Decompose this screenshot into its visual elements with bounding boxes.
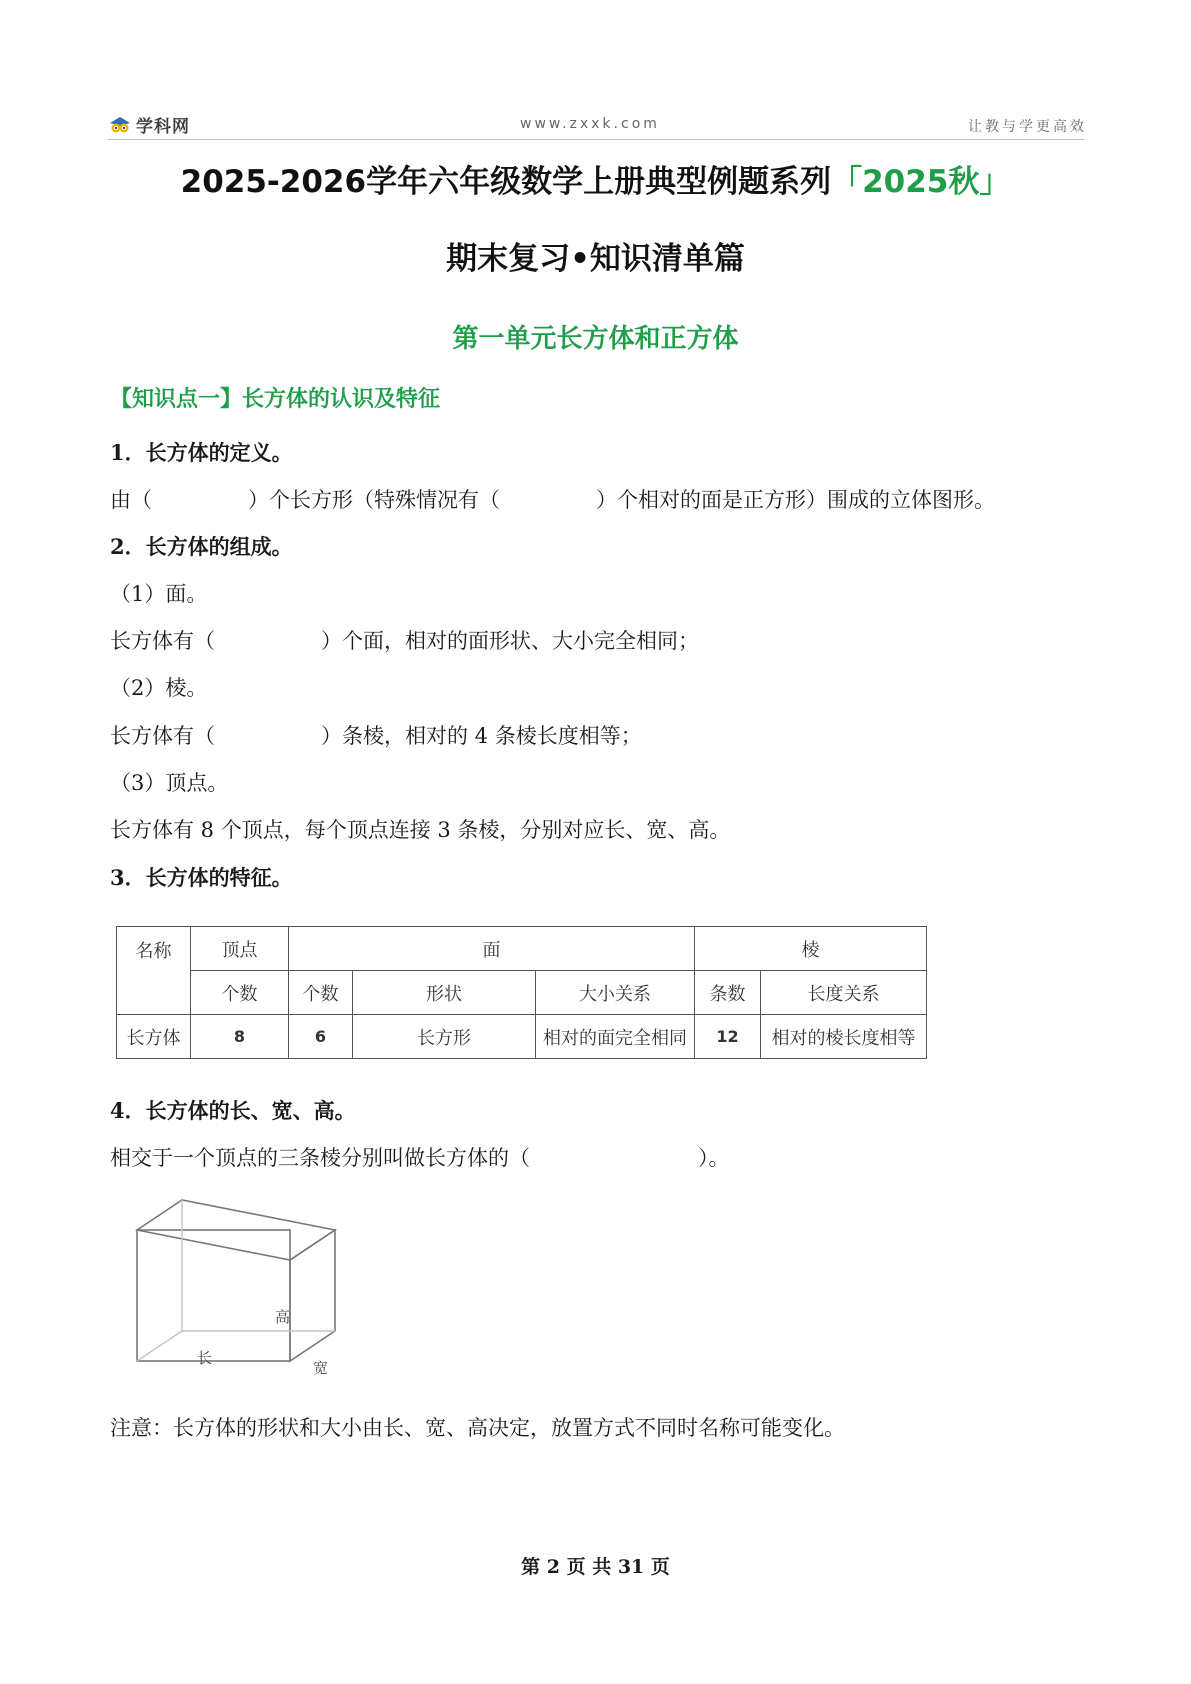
table-header-face: 面 (289, 927, 695, 971)
footer-middle: 页 共 (566, 1556, 612, 1578)
page-number: 2 (546, 1556, 560, 1578)
table-cell-shape: 长方形 (353, 1015, 536, 1059)
faces-part-a: 长方体有（ (110, 629, 215, 653)
table-cell-size: 相对的面完全相同 (536, 1015, 695, 1059)
label-length: 长 (197, 1349, 213, 1367)
cuboid-right-face (290, 1230, 335, 1361)
table-subheader-edge-count: 条数 (695, 971, 761, 1015)
table-header-vertex: 顶点 (191, 927, 289, 971)
page-footer (0, 1552, 1191, 1579)
faces-text (110, 625, 699, 655)
site-logo (108, 112, 190, 137)
table-cell-edges: 12 (695, 1015, 761, 1059)
page-total: 31 (617, 1556, 645, 1578)
vertices-text: 长方体有 8 个顶点，每个顶点连接 3 条棱，分别对应长、宽、高。 (110, 818, 731, 842)
subsection-vertices: （3）顶点。 (110, 771, 229, 795)
definition-part-a: 由（ (110, 488, 152, 512)
section-heading-composition: 2．长方体的组成。 (110, 534, 293, 559)
definition-part-c: ）个相对的面是正方形）围成的立体图形。 (596, 488, 995, 512)
slogan: 让教与学更高效 (968, 119, 1087, 135)
faces-part-b: ）个面，相对的面形状、大小完全相同； (321, 629, 699, 653)
section-heading-dimensions: 4．长方体的长、宽、高。 (110, 1098, 356, 1123)
site-url: www.zxxk.com (520, 116, 660, 132)
table-subheader-face-size: 大小关系 (536, 971, 695, 1015)
hidden-edge (137, 1331, 182, 1361)
logo-text: 学科网 (136, 117, 190, 137)
edges-part-b: ）条棱，相对的 4 条棱长度相等； (321, 724, 642, 748)
definition-text (110, 484, 995, 514)
knowledge-point-title: 【知识点一】长方体的认识及特征 (110, 387, 441, 412)
logo-owl-icon (108, 114, 132, 136)
definition-part-b: ）个长方形（特殊情况有（ (248, 488, 500, 512)
dimensions-part-a: 相交于一个顶点的三条棱分别叫做长方体的（ (110, 1146, 530, 1170)
title-tag: 「2025秋」 (831, 164, 1011, 200)
title-main-text: 2025-2026学年六年级数学上册典型例题系列 (180, 164, 832, 200)
table-subheader-vertex-count: 个数 (191, 971, 289, 1015)
table-cell-length: 相对的棱长度相等 (761, 1015, 927, 1059)
edges-text (110, 720, 642, 750)
unit-title: 第一单元长方体和正方体 (452, 324, 739, 354)
section-heading-features: 3．长方体的特征。 (110, 865, 293, 890)
table-subheader-face-shape: 形状 (353, 971, 536, 1015)
table-cell-faces: 6 (289, 1015, 353, 1059)
table-subheader-face-count: 个数 (289, 971, 353, 1015)
table-header-name: 名称 (117, 927, 191, 1015)
document-subtitle: 期末复习•知识清单篇 (446, 241, 745, 277)
dimensions-part-b: ）。 (698, 1146, 730, 1170)
table-subheader-edge-length: 长度关系 (761, 971, 927, 1015)
footer-suffix: 页 (650, 1556, 670, 1578)
document-title (0, 156, 1191, 201)
section-heading-definition: 1．长方体的定义。 (110, 440, 293, 465)
label-height: 高 (275, 1308, 291, 1326)
table-cell-vertices: 8 (191, 1015, 289, 1059)
label-width: 宽 (313, 1359, 329, 1377)
table-row (117, 1015, 927, 1059)
header-divider (108, 139, 1084, 140)
table-header-edge: 棱 (695, 927, 927, 971)
note-text: 注意：长方体的形状和大小由长、宽、高决定，放置方式不同时名称可能变化。 (110, 1416, 845, 1440)
edges-part-a: 长方体有（ (110, 724, 215, 748)
cuboid-feature-table (116, 926, 927, 1059)
cuboid-front-face (137, 1230, 290, 1361)
subsection-faces: （1）面。 (110, 582, 208, 606)
subsection-edges: （2）棱。 (110, 676, 208, 700)
dimensions-text (110, 1142, 730, 1172)
cuboid-diagram (125, 1195, 355, 1385)
table-cell-name: 长方体 (117, 1015, 191, 1059)
footer-prefix: 第 (521, 1556, 541, 1578)
